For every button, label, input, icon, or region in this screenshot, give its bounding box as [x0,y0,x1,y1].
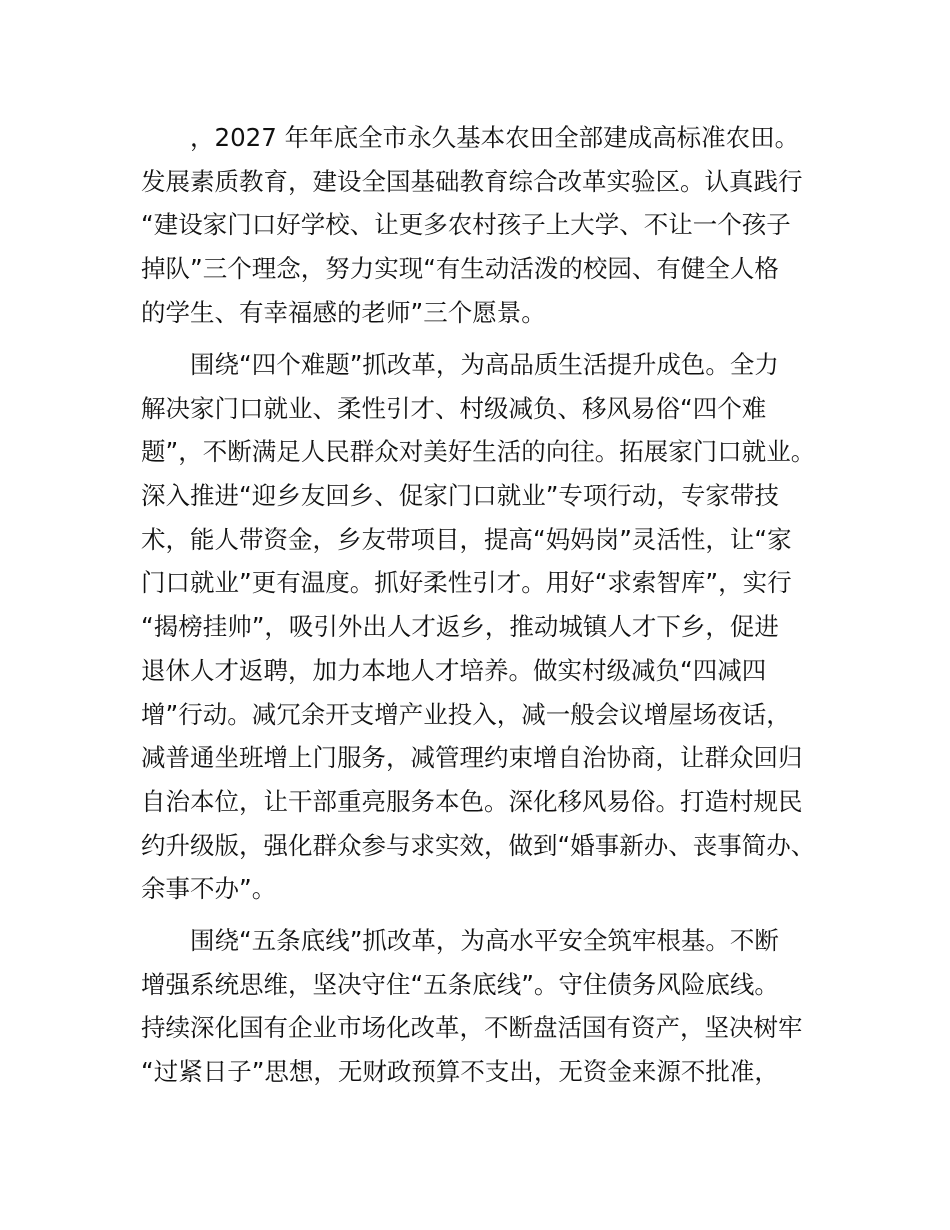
paragraph-line: 减普通坐班增上门服务，减管理约束增自治协商，让群众回归 [141,743,803,773]
paragraph-line: 深入推进“迎乡友回乡、促家门口就业”专项行动，专家带技 [141,481,779,511]
paragraph-line: 围绕“四个难题”抓改革，为高品质生活提升成色。全力 [190,350,779,379]
paragraph-line: 退休人才返聘，加力本地人才培养。做实村级减负“四减四 [141,655,767,685]
paragraph-line: 增强系统思维，坚决守住“五条底线”。守住债务风险底线。 [141,969,779,999]
paragraph-line: 发展素质教育，建设全国基础教育综合改革实验区。认真践行 [141,166,803,196]
paragraph-line: “建设家门口好学校、让更多农村孩子上大学、不让一个孩子 [141,210,791,240]
paragraph-3 [141,919,821,1094]
paragraph-line: 门口就业”更有温度。抓好柔性引才。用好“求索智库”，实行 [141,568,792,598]
paragraph-line: 题”，不断满足人民群众对美好生活的向往。拓展家门口就业。 [141,437,816,467]
paragraph-line: “揭榜挂帅”，吸引外出人才返乡，推动城镇人才下乡，促进 [141,612,779,642]
paragraph-line: 余事不办”。 [141,874,277,904]
paragraph-1 [141,116,821,334]
paragraph-line: 持续深化国有企业市场化改革，不断盘活国有资产，坚决树牢 [141,1013,803,1043]
paragraph-line: 自治本位，让干部重亮服务本色。深化移风易俗。打造村规民 [141,786,803,816]
paragraph-line: 约升级版，强化群众参与求实效，做到“婚事新办、丧事简办、 [141,830,816,860]
paragraph-line: 增”行动。减冗余开支增产业投入，减一般会议增屋场夜话， [141,699,791,729]
paragraph-line: 术，能人带资金，乡友带项目，提高“妈妈岗”灵活性，让“家 [141,524,792,554]
paragraph-line: 掉队”三个理念，努力实现“有生动活泼的校园、有健全人格 [141,254,779,284]
paragraph-line: 解决家门口就业、柔性引才、村级减负、移风易俗“四个难 [141,393,767,423]
paragraph-line: 的学生、有幸福感的老师”三个愿景。 [141,297,546,327]
paragraph-2 [141,343,821,911]
paragraph-line: ，2027 年年底全市永久基本农田全部建成高标准农田。 [190,123,800,152]
paragraph-line: 围绕“五条底线”抓改革，为高水平安全筑牢根基。不断 [190,926,779,955]
paragraph-line: “过紧日子”思想，无财政预算不支出，无资金来源不批准， [141,1057,779,1087]
